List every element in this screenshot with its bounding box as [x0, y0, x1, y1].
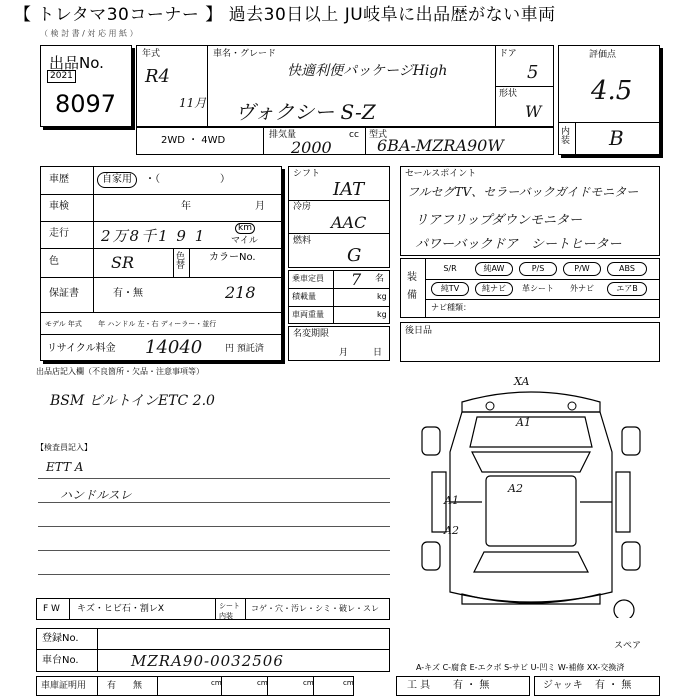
color-change: 色替 [176, 252, 186, 271]
mid-table [288, 166, 390, 268]
banner-title: 【 トレタマ30コーナー 】 過去30日以上 JU岐阜に出品歴がない車両 [0, 0, 700, 30]
diagram-mark-left-rear: A2 [444, 524, 459, 537]
model-label: 型式 [369, 130, 388, 140]
equip-sr: S/R [443, 264, 457, 273]
equip-airbag: エアB [607, 282, 647, 296]
fw-label: F W [43, 604, 60, 614]
change-month: 月 [339, 348, 349, 358]
equipment-box [400, 258, 660, 318]
inspection-year: 年 [181, 201, 191, 212]
capacity-value: 7 [351, 270, 362, 289]
score-box [558, 45, 660, 155]
score-label: 評価点 [589, 50, 617, 60]
registration-box [36, 628, 390, 672]
diagram-mark-bumper: XA [514, 375, 530, 388]
cert-has: 有 [107, 681, 117, 691]
notes-label: 出品店記入欄（不良箇所・欠品・注意事項等） [36, 367, 204, 376]
mileage-mile: マイル [231, 236, 258, 246]
lot-year-tag: 2021 [47, 70, 76, 83]
tools-box [396, 676, 530, 696]
selling-point-2: リアフリップダウンモニター [415, 213, 583, 228]
spare-label: スペア [614, 641, 642, 651]
diagram-mark-left-front: A1 [444, 494, 459, 507]
equip-ext-navi: 外ナビ [570, 284, 594, 293]
name-note: 快適利便パッケージHigh [287, 63, 448, 79]
drive-label: 2WD ・ 4WD [161, 135, 226, 146]
color-label: 色 [49, 256, 59, 267]
selling-points-label: セールスポイント [405, 169, 477, 179]
model-value: 6BA-MZRA90W [377, 136, 504, 155]
equip-pw: P/W [563, 262, 601, 276]
name-value: ヴォクシー S-Z [235, 100, 376, 124]
damage-codes: A-キズ C-腐食 E-エクボ S-サビ U-凹ミ W-補修 XX-交換済 [416, 663, 625, 672]
mileage-value: 2万8千1 9 1 [101, 227, 207, 245]
ac-label: 冷房 [293, 202, 312, 212]
selling-points-box [400, 166, 660, 256]
disp-unit: cc [349, 130, 359, 140]
garage-cert-row [36, 676, 354, 696]
lot-box [40, 45, 132, 127]
recycle-unit: 円 預託済 [225, 344, 264, 354]
equipment-label: 装備 [407, 272, 417, 301]
inspection-month: 月 [255, 201, 265, 212]
equip-genuine-aw: 純AW [475, 262, 513, 276]
capacity-table [288, 270, 390, 324]
equip-leather: 革シート [522, 284, 554, 293]
disp-label: 排気量 [269, 130, 297, 140]
weight-unit: kg [377, 310, 387, 319]
change-day: 日 [373, 348, 383, 358]
shape-value: W [525, 102, 542, 121]
spec-row [136, 127, 554, 155]
capacity-label: 乗車定員 [292, 274, 324, 283]
reg-label: 登録No. [42, 633, 79, 644]
seat-legend: コゲ・穴・汚レ・シミ・破レ・スレ [251, 604, 379, 613]
interior-value: B [609, 126, 624, 150]
mileage-label: 走行 [49, 228, 69, 239]
year-value: R4 [145, 66, 171, 87]
month-value: 11月 [179, 96, 207, 110]
shape-label: 形状 [499, 89, 518, 99]
color-value: SR [111, 253, 135, 272]
shift-value: IAT [333, 179, 365, 200]
cert-cm-4: cm [343, 679, 354, 687]
interior-label: 内装 [561, 127, 571, 146]
year-label: 年式 [142, 49, 161, 59]
post-label: 後日品 [405, 326, 433, 336]
cert-cm-2: cm [257, 679, 268, 687]
diagram-mark-roof: A2 [508, 482, 523, 495]
inspection-label: 車検 [49, 201, 69, 212]
cert-label: 車庫証明用 [41, 681, 87, 691]
selling-point-3: パワーバックドア シートヒーター [415, 237, 622, 252]
cert-cm-1: cm [211, 679, 222, 687]
fw-legend: キズ・ヒビ石・割レX [77, 604, 164, 614]
chassis-value: MZRA90-0032506 [131, 652, 284, 670]
fuel-label: 燃料 [293, 236, 312, 246]
lot-number: 8097 [55, 90, 117, 118]
history-extra: ・（ ） [145, 174, 230, 185]
model-row: モデル 年式 年 ハンドル 左・右 ディーラー・並行 [45, 320, 217, 328]
seat-label: シート内装 [219, 602, 240, 620]
fw-row [36, 598, 390, 620]
load-label: 積載量 [292, 292, 316, 301]
warranty-label: 保証書 [49, 288, 79, 299]
post-items-box [400, 322, 660, 362]
header-box [136, 45, 554, 127]
recycle-label: リサイクル料金 [47, 343, 116, 354]
equip-ps: P/S [519, 262, 557, 276]
name-label: 車名・グレード [213, 49, 277, 59]
color-no-label: カラーNo. [209, 252, 256, 263]
jack-box [534, 676, 660, 696]
selling-point-1: フルセグTV、セラーバックガイドモニター [407, 185, 639, 199]
top-cut-label: （ 検 討 書 / 対 応 用 紙 ） [40, 29, 138, 38]
cert-none: 無 [133, 681, 143, 691]
notes-text: BSM ビルトインETC 2.0 [50, 393, 215, 409]
equip-abs: ABS [607, 262, 647, 276]
change-label: 名変期限 [293, 329, 330, 339]
warranty-note: 218 [225, 283, 256, 302]
score-value: 4.5 [591, 76, 633, 106]
car-damage-diagram [402, 372, 660, 618]
mileage-km: km [235, 223, 255, 234]
jack-label: ジャッキ [543, 680, 583, 691]
name-change-box [288, 326, 390, 361]
warranty-value: 有・無 [113, 288, 143, 299]
equip-genuine-navi: 純ナビ [475, 282, 513, 296]
capacity-unit: 名 [375, 274, 385, 284]
inspector-label: 【検査員記入】 [36, 443, 92, 452]
vehicle-table [40, 166, 282, 361]
tools-label: 工 具 [407, 680, 431, 691]
fuel-value: G [347, 245, 362, 266]
ac-value: AAC [331, 213, 367, 232]
diagram-mark-hood: A1 [516, 416, 531, 429]
shift-label: シフト [293, 169, 321, 179]
navi-type-label: ナビ種類： [431, 303, 471, 312]
cert-cm-3: cm [303, 679, 314, 687]
equip-genuine-tv: 純TV [431, 282, 469, 296]
chassis-label: 車台No. [42, 655, 79, 666]
door-value: 5 [527, 62, 539, 83]
jack-value: 有 ・ 無 [595, 680, 632, 691]
load-unit: kg [377, 292, 387, 301]
recycle-value: 14040 [145, 337, 203, 358]
door-label: ドア [499, 49, 517, 59]
history-label: 車歴 [49, 174, 69, 185]
tools-value: 有 ・ 無 [453, 680, 490, 691]
history-value: 自家用 [97, 172, 137, 188]
weight-label: 車両重量 [292, 310, 324, 319]
inspector-line-1: ETT A [46, 460, 84, 474]
lot-label: 出品No. [49, 54, 104, 72]
inspector-line-2: ハンドルスレ [60, 488, 132, 502]
disp-value: 2000 [291, 138, 332, 157]
